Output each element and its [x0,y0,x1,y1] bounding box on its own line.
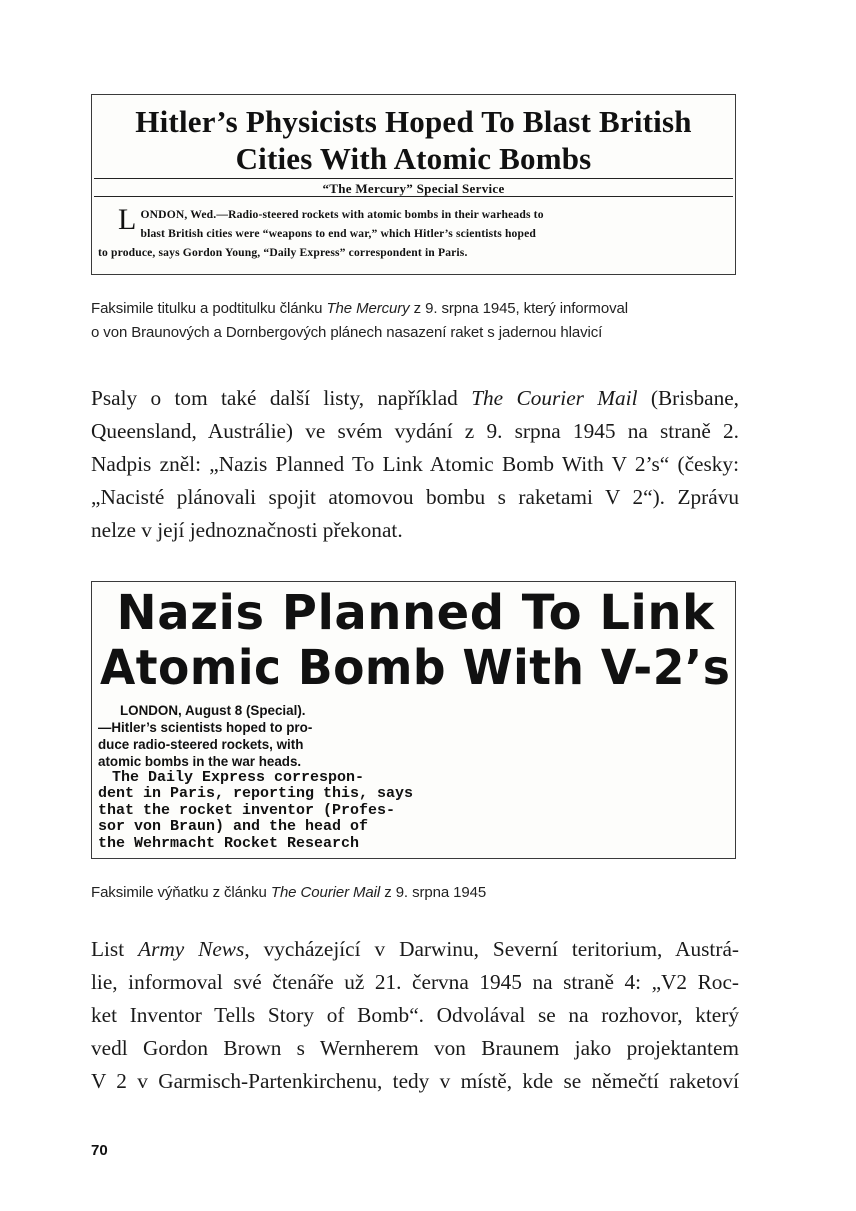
paragraph2-line1-text: List [91,937,139,961]
caption2-text-a: Faksimile výňatku z článku [91,884,271,901]
paragraph2-publication: Army News [138,937,245,961]
caption1-text-b: z 9. srpna 1945, který informoval [409,300,628,317]
body-paragraph-2 [91,933,739,1098]
paragraph1-line4: „Nacisté plánovali spojit atomovou bombu s raketami V 2“). Zprávu [91,485,739,509]
courier-headline-line2: Atomic Bomb With V-2’s [100,640,731,696]
mercury-headline-line2: Cities With Atomic Bombs [235,141,592,176]
caption1-publication: The Mercury [326,300,410,317]
mercury-clipping-facsimile [91,94,736,275]
mercury-body-line3: to produce, says Gordon Young, “Daily Express” correspondent in Paris. [98,246,468,259]
courier-lead-line1: LONDON, August 8 (Special). [120,703,306,718]
paragraph1-line1-text: Psaly o tom také další listy, například [91,386,472,410]
mercury-headline [92,103,735,177]
courier-headline [100,586,731,696]
courier-body-text [98,770,416,852]
caption-courier-mail [91,881,751,905]
paragraph1-line1 [91,382,739,415]
courier-body-line2: dent in Paris, reporting this, says [98,785,414,803]
caption2-publication: The Courier Mail [270,884,381,901]
courier-body-line3: that the rocket inventor (Profes- [98,801,396,819]
paragraph2-line3: ket Inventor Tells Story of Bomb“. Odvolával se na rozhovor, který [91,1003,739,1027]
courier-lead-line4: atomic bombs in the war heads. [98,754,302,769]
paragraph2-line1-end: , vycházející v Darwinu, Severní teritorium, Austrá- [244,937,739,961]
mercury-service-line: “The Mercury” Special Service [322,181,505,196]
courier-headline-line1: Nazis Planned To Link [116,585,715,641]
caption1-line2: o von Braunových a Dornbergových plánech nasazení raket s jadernou hlavicí [91,324,603,341]
mercury-body-line1: ONDON, Wed.—Radio-steered rockets with atomic bombs in their warheads to [140,208,544,221]
caption-mercury [91,297,751,345]
paragraph2-line5: V 2 v Garmisch-Partenkirchenu, tedy v místě, kde se němečtí raketoví [91,1069,739,1093]
courier-body-line5: the Wehrmacht Rocket Research [98,834,360,852]
courier-body-line4: sor von Braun) and the head of [98,818,369,836]
paragraph2-line4: vedl Gordon Brown s Wernherem von Braunem jako projektantem [91,1036,739,1060]
paragraph1-publication: The Courier Mail [471,386,638,410]
mercury-body-line2: blast British cities were “weapons to end war,” which Hitler’s scientists hoped [140,227,536,240]
paragraph1-line3: Nadpis zněl: „Nazis Planned To Link Atomic Bomb With V 2’s“ (česky: [91,452,739,476]
courier-lead-line3: duce radio-steered rockets, with [98,737,304,752]
body-paragraph-1 [91,382,739,547]
paragraph2-line1 [91,933,739,966]
paragraph1-line5: nelze v její jednoznačnosti překonat. [91,518,403,542]
courier-lead-text [98,702,416,770]
courier-body-line1: The Daily Express correspon- [112,769,365,786]
courier-mail-clipping-facsimile [91,581,736,859]
page-number: 70 [91,1142,108,1159]
paragraph1-line2: Queensland, Austrálie) ve svém vydání z 9. srpna 1945 na straně 2. [91,419,739,443]
mercury-dropcap: L [118,203,137,236]
paragraph2-line2: lie, informoval své čtenáře už 21. června 1945 na straně 4: „V2 Roc- [91,970,739,994]
mercury-headline-line1: Hitler’s Physicists Hoped To Blast British [135,104,692,139]
paragraph1-line1-end: (Brisbane, [637,386,740,410]
mercury-rule-top [94,178,733,179]
caption2-text-b: z 9. srpna 1945 [380,884,487,901]
mercury-body-text [100,205,727,262]
caption1-text-a: Faksimile titulku a podtitulku článku [91,300,327,317]
courier-lead-line2: —Hitler’s scientists hoped to pro- [98,720,313,735]
